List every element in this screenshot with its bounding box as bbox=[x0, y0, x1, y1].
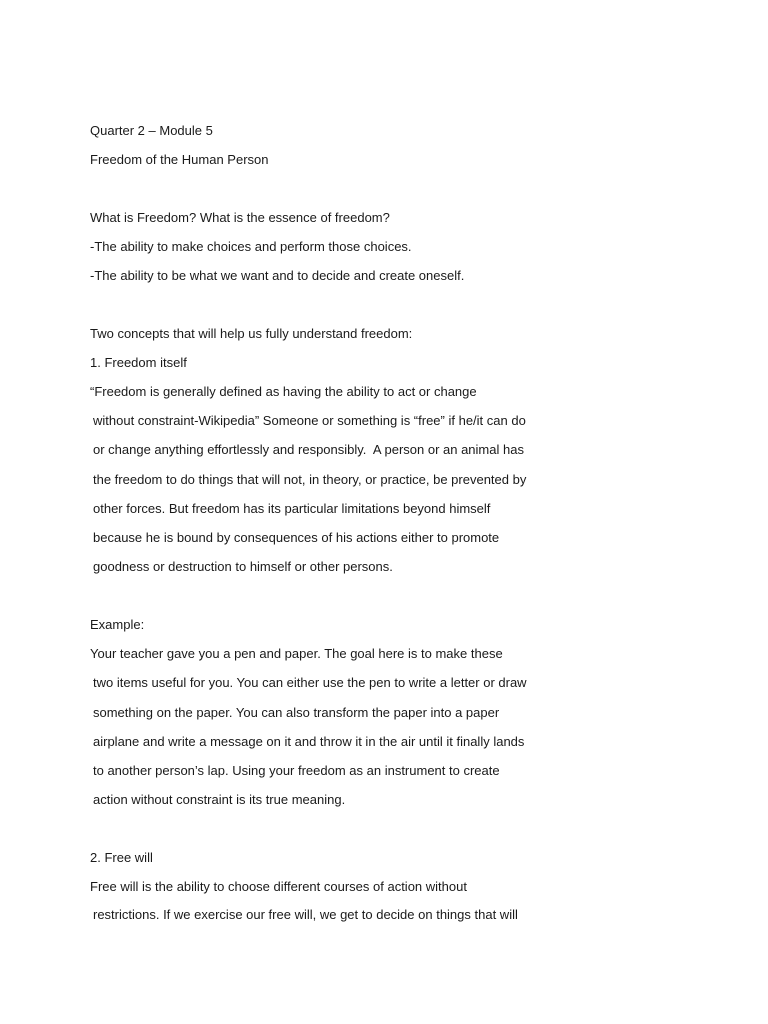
intro-question: What is Freedom? What is the essence of freedom? bbox=[90, 210, 390, 225]
example-line: two items useful for you. You can either use the pen to write a letter or draw bbox=[93, 675, 527, 690]
intro-answer-1: -The ability to make choices and perform those choices. bbox=[90, 239, 412, 254]
section1-line: “Freedom is generally defined as having the ability to act or change bbox=[90, 384, 477, 399]
intro-answer-2: -The ability to be what we want and to decide and create oneself. bbox=[90, 268, 465, 283]
example-line: action without constraint is its true meaning. bbox=[93, 792, 346, 807]
section1-line: the freedom to do things that will not, in theory, or practice, be prevented by bbox=[93, 472, 527, 487]
section1-line: without constraint-Wikipedia” Someone or something is “free” if he/it can do bbox=[93, 413, 526, 428]
section2-line: restrictions. If we exercise our free will, we get to decide on things that will bbox=[93, 907, 518, 922]
section1-line: other forces. But freedom has its particular limitations beyond himself bbox=[93, 501, 491, 516]
section2-line: Free will is the ability to choose different courses of action without bbox=[90, 879, 467, 894]
section2-heading: 2. Free will bbox=[90, 850, 153, 865]
example-line: something on the paper. You can also transform the paper into a paper bbox=[93, 705, 500, 720]
example-line: airplane and write a message on it and throw it in the air until it finally lands bbox=[93, 734, 525, 749]
section1-line: or change anything effortlessly and responsibly. A person or an animal has bbox=[93, 442, 524, 457]
example-heading: Example: bbox=[90, 617, 145, 632]
module-label: Quarter 2 – Module 5 bbox=[90, 123, 213, 138]
section1-heading: 1. Freedom itself bbox=[90, 355, 187, 370]
example-line: Your teacher gave you a pen and paper. The goal here is to make these bbox=[90, 646, 503, 661]
document-title: Freedom of the Human Person bbox=[90, 152, 269, 167]
concepts-heading: Two concepts that will help us fully understand freedom: bbox=[90, 326, 413, 341]
section1-line: goodness or destruction to himself or other persons. bbox=[93, 559, 393, 574]
example-line: to another person’s lap. Using your freedom as an instrument to create bbox=[93, 763, 500, 778]
section1-line: because he is bound by consequences of his actions either to promote bbox=[93, 530, 500, 545]
